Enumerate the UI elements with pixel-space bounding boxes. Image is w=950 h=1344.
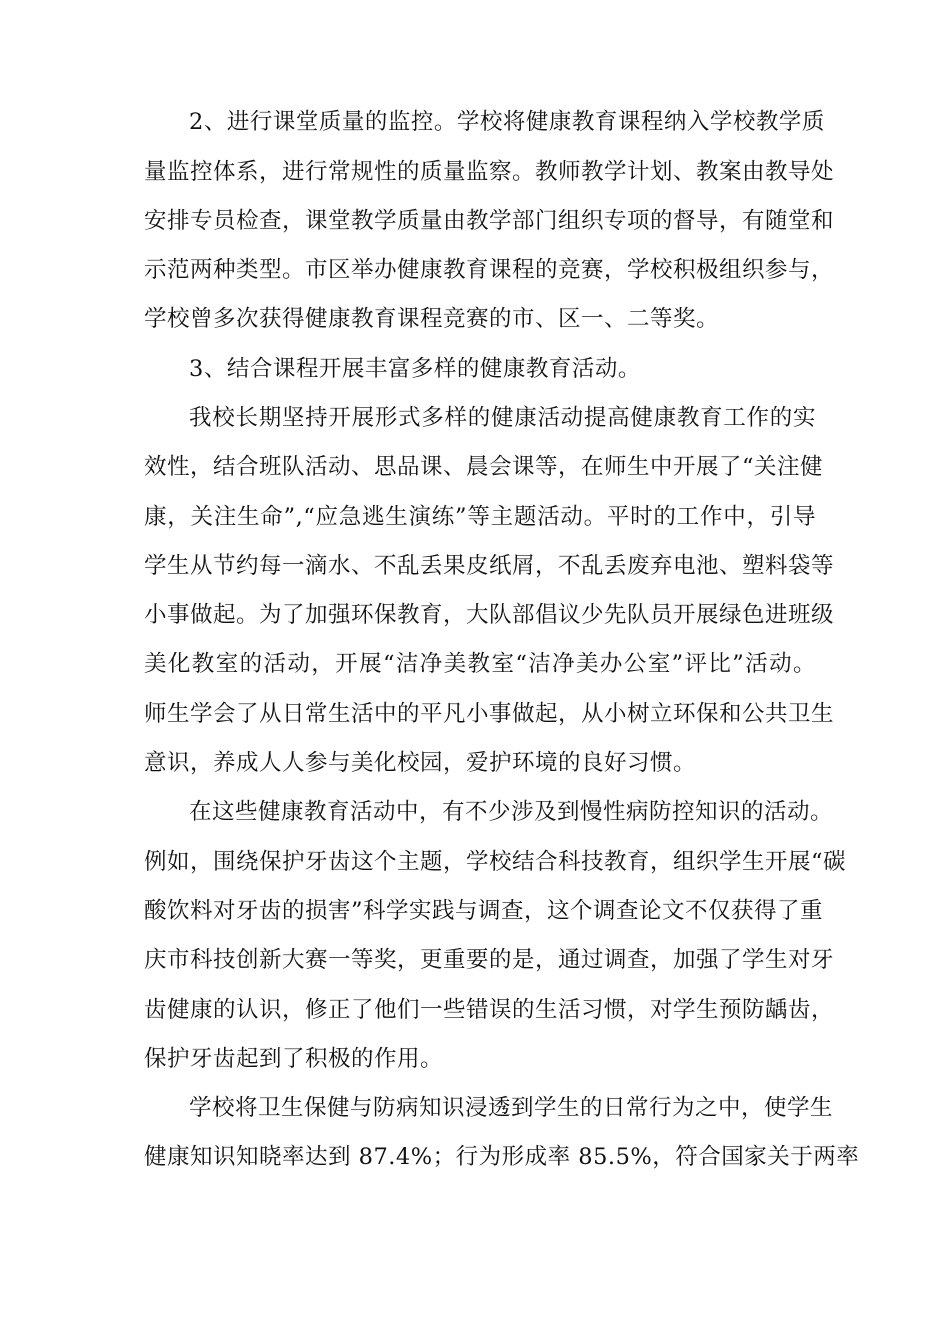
paragraph-2-line-4: 示范两种类型。市区举办健康教育课程的竞赛，学校积极组织参与， xyxy=(144,257,835,283)
paragraph-3-line-7: 师生学会了从日常生活中的平凡小事做起，从小树立环保和公共卫生 xyxy=(144,701,835,727)
paragraph-3-line-2: 效性，结合班队活动、思品课、晨会课等，在师生中开展了“关注健 xyxy=(144,454,824,480)
paragraph-5-line-2: 健康知识知晓率达到 87.4%；行为形成率 85.5%，符合国家关于两率 xyxy=(144,1144,860,1170)
paragraph-3-line-3: 康，关注生命”,“应急逃生演练”等主题活动。平时的工作中，引导 xyxy=(144,504,816,530)
paragraph-3-line-6: 美化教室的活动，开展“洁净美教室“洁净美办公室”评比”活动。 xyxy=(144,651,816,677)
paragraph-3-line-5: 小事做起。为了加强环保教育，大队部倡议少先队员开展绿色进班级 xyxy=(144,602,835,628)
paragraph-2-line-1: 2、进行课堂质量的监控。学校将健康教育课程纳入学校教学质 xyxy=(189,109,825,135)
paragraph-4-line-5: 齿健康的认识，修正了他们一些错误的生活习惯，对学生预防龋齿， xyxy=(144,997,835,1023)
paragraph-4-line-6: 保护牙齿起到了积极的作用。 xyxy=(144,1046,444,1072)
paragraph-4-line-1: 在这些健康教育活动中，有不少涉及到慢性病防控知识的活动。 xyxy=(189,799,834,825)
paragraph-4-line-3: 酸饮料对牙齿的损害”科学实践与调查，这个调查论文不仅获得了重 xyxy=(144,898,824,924)
paragraph-3-line-1: 我校长期坚持开展形式多样的健康活动提高健康教育工作的实 xyxy=(189,405,816,431)
section-heading-3: 3、结合课程开展丰富多样的健康教育活动。 xyxy=(189,356,641,382)
paragraph-5-line-1: 学校将卫生保健与防病知识浸透到学生的日常行为之中，使学生 xyxy=(189,1095,834,1121)
paragraph-2-line-5: 学校曾多次获得健康教育课程竞赛的市、区一、二等奖。 xyxy=(144,306,720,332)
paragraph-3-line-8: 意识，养成人人参与美化校园，爱护环境的良好习惯。 xyxy=(144,750,697,776)
paragraph-2-line-2: 量监控体系，进行常规性的质量监察。教师教学计划、教案由教导处 xyxy=(144,159,835,185)
paragraph-4-line-4: 庆市科技创新大赛一等奖，更重要的是，通过调查，加强了学生对牙 xyxy=(144,947,835,973)
paragraph-4-line-2: 例如，围绕保护牙齿这个主题，学校结合科技教育，组织学生开展“碳 xyxy=(144,849,847,875)
paragraph-3-line-4: 学生从节约每一滴水、不乱丢果皮纸屑，不乱丢废弃电池、塑料袋等 xyxy=(144,553,835,579)
paragraph-2-line-3: 安排专员检查，课堂教学质量由教学部门组织专项的督导，有随堂和 xyxy=(144,208,835,234)
